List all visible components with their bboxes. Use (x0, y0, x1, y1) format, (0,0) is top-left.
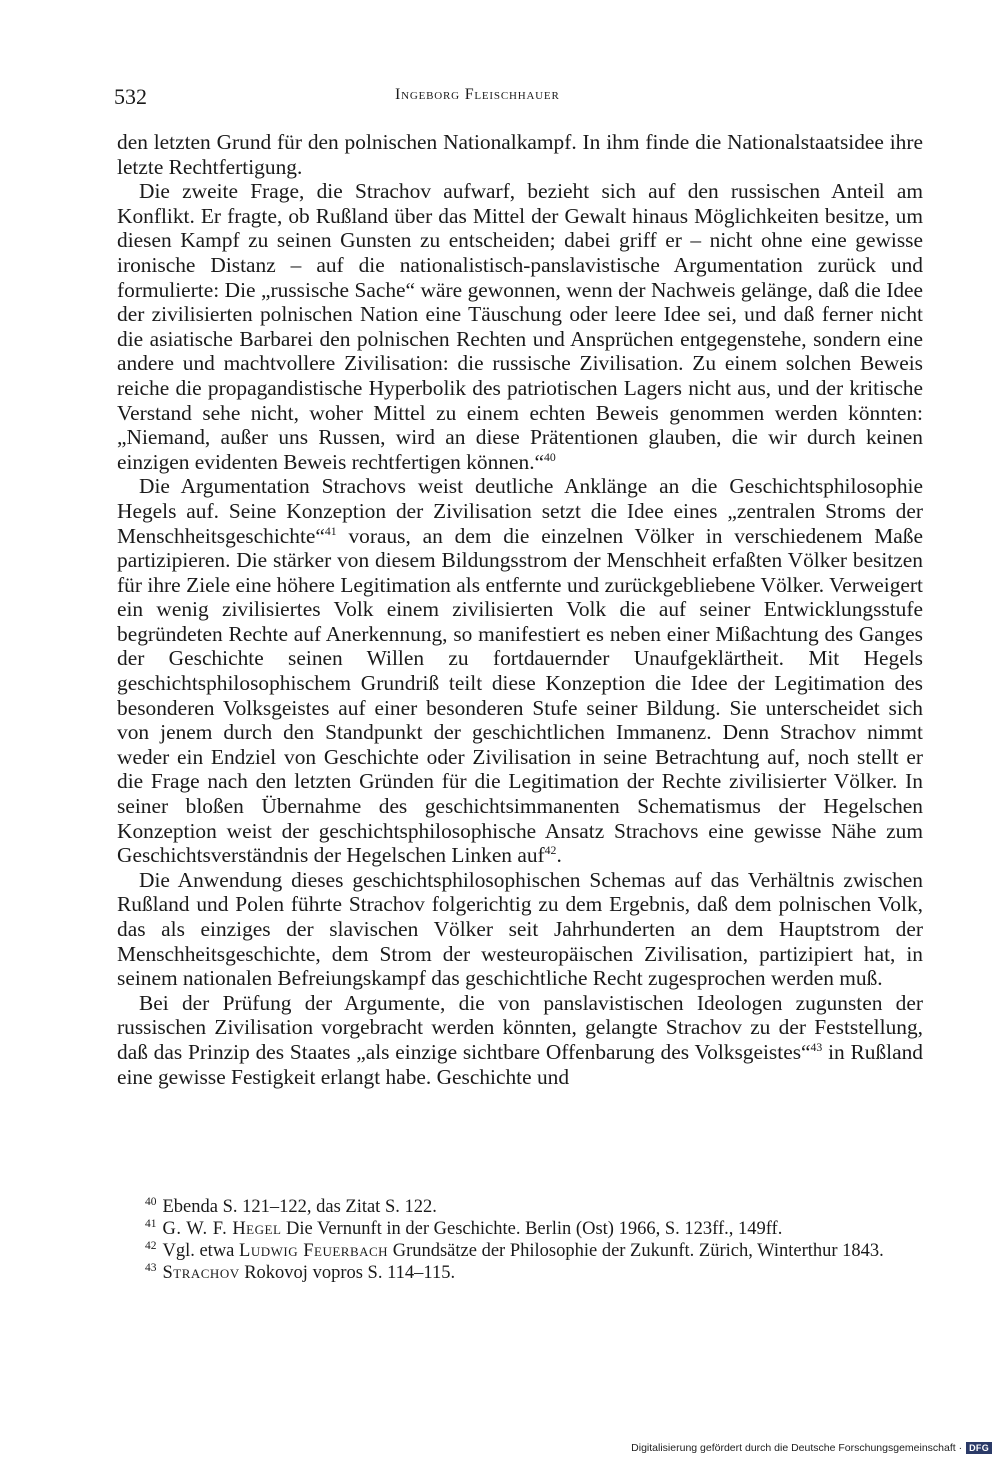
footnote-author: G. W. F. Hegel (162, 1219, 282, 1239)
digitization-credit-text: Digitalisierung gefördert durch die Deutsche Forschungsgemeinschaft · (631, 1442, 963, 1454)
footnote-text: Ebenda S. 121–122, das Zitat S. 122. (162, 1197, 437, 1217)
footnote-43 (117, 1262, 923, 1284)
footnote-number: 43 (145, 1261, 157, 1274)
footnote-number: 40 (145, 1195, 157, 1208)
paragraph-3-text-a: Die Argumentation Strachovs weist deutliche Anklänge an die Geschichtsphilosophie Hegels auf. Seine Konzeption der Zivilisation setzt die Idee eines „zentralen Stroms der Menschheitsgeschichte“ (117, 474, 923, 548)
footnote-number: 41 (145, 1217, 157, 1230)
footnote-text: Rokovoj vopros S. 114–115. (239, 1263, 456, 1283)
footnote-ref-43: 43 (810, 1040, 823, 1054)
footnote-ref-40: 40 (544, 450, 556, 464)
body-text (117, 130, 923, 1089)
paragraph-3-text-b: voraus, an dem die einzelnen Völker in verschiedenem Maße partizipieren. Die stärker von diesem Bildungsstrom der Menschheit erfaßten Völker besitzen für ihre Ziele eine höhere Legitimation als entfernte und zurückgebliebene Völker. Verweigert ein wenig zivilisiertes Volk einem zivilisierten Volk die auf seiner Entwicklungsstufe begründeten Rechte auf Anerkennung, so manifestiert es neben einer Mißachtung des Ganges der Geschichte seinen Willen zu fortdauernder Unaufgeklärtheit. Mit Hegels geschichtsphilosophischem Grundriß teilt diese Konzeption die Idee der Legitimation des besonderen Volksgeistes auf einer besonderen Stufe seiner Bildung. Sie unterscheidet sich von jenem durch den Standpunkt der geschichtlichen Immanenz. Denn Strachov nimmt weder ein Endziel von Geschichte oder Zivilisation in seine Betrachtung auf, noch stellt er die Frage nach den letzten Gründen für die Legitimation der Rechte zivilisierter Völker. In seiner bloßen Übernahme des geschichtsimmanenten Schematismus der Hegelschen Konzeption weist der geschichtsphilosophische Ansatz Strachovs eine gewisse Nähe zum Geschichtsverständnis der Hegelschen Linken auf (117, 523, 923, 868)
footnotes (117, 1196, 923, 1284)
dfg-logo-icon: DFG (966, 1442, 992, 1454)
footnote-ref-41: 41 (324, 524, 337, 538)
paragraph-1: den letzten Grund für den polnischen Nationalkampf. In ihm finde die Nationalstaatsidee ihre letzte Rechtfertigung. (117, 130, 923, 179)
paragraph-2-text: Die zweite Frage, die Strachov aufwarf, bezieht sich auf den russischen Anteil am Konflikt. Er fragte, ob Rußland über das Mittel der Gewalt hinaus Möglichkeiten besitze, um diesen Kampf zu seinen Gunsten zu entscheiden; dabei griff er – nicht ohne eine gewisse ironische Distanz – auf die nationalistisch-panslavistische Argumentation zurück und formulierte: Die „russische Sache“ wäre gewonnen, wenn der Nachweis gelänge, daß die Idee der zivilisierten polnischen Nation eine Täuschung oder leere Idee sei, und daß ferner nicht die asiatische Barbarei den polnischen Rechten und Ansprüchen entgegenstehe, sondern eine andere und machtvollere Zivilisation: die russische Zivilisation. Zu einem solchen Beweis reiche die propagandistische Hyperbolik des patriotischen Lagers nicht aus, und der kritische Verstand sehe nicht, woher Mittel zu einem echten Beweis genommen werden könnten: „Niemand, außer uns Russen, wird an diese Prätentionen glauben, die wir durch keinen einzigen evidenten Beweis rechtfertigen können.“ (117, 179, 923, 474)
footnote-ref-42: 42 (544, 844, 557, 858)
paragraph-5 (117, 991, 923, 1089)
paragraph-3 (117, 474, 923, 868)
page-number: 532 (114, 84, 147, 109)
footnote-author: Strachov (162, 1263, 240, 1283)
paragraph-3-text-c: . (556, 843, 562, 868)
footnote-40 (117, 1196, 923, 1218)
footnote-number: 42 (145, 1239, 157, 1252)
running-head: Ingeborg Fleischhauer (395, 86, 560, 103)
paragraph-5-text-a: Bei der Prüfung der Argumente, die von panslavistischen Ideologen zugunsten der russischen Zivilisation vorgebracht werden könnten, gelangte Strachov zu der Feststellung, daß das Prinzip des Staates „als einzige sichtbare Offenbarung des Volksgeistes“ (117, 990, 923, 1064)
footnote-text: Grundsätze der Philosophie der Zukunft. Zürich, Winterthur 1843. (388, 1241, 884, 1261)
footnote-41 (117, 1218, 923, 1240)
digitization-credit (631, 1442, 992, 1454)
paragraph-2 (117, 179, 923, 474)
paragraph-5-text-b: in Rußland eine gewisse Festigkeit erlangt habe. Geschichte und (117, 1039, 923, 1089)
footnote-42 (117, 1240, 923, 1262)
footnote-author: Ludwig Feuerbach (239, 1241, 389, 1261)
paragraph-4: Die Anwendung dieses geschichtsphilosophischen Schemas auf das Verhältnis zwischen Rußland und Polen führte Strachov folgerichtig zu dem Ergebnis, daß dem polnischen Volk, das als einziges der slavischen Völker seit Jahrhunderten an dem Hauptstrom der Menschheitsgeschichte, dem Strom der westeuropäischen Zivilisation, partizipiert hat, in seinem nationalen Befreiungskampf das geschichtliche Recht zugesprochen werden muß. (117, 867, 923, 991)
footnote-prefix: Vgl. etwa (162, 1241, 240, 1261)
footnote-text: Die Vernunft in der Geschichte. Berlin (Ost) 1966, S. 123ff., 149ff. (281, 1219, 783, 1239)
